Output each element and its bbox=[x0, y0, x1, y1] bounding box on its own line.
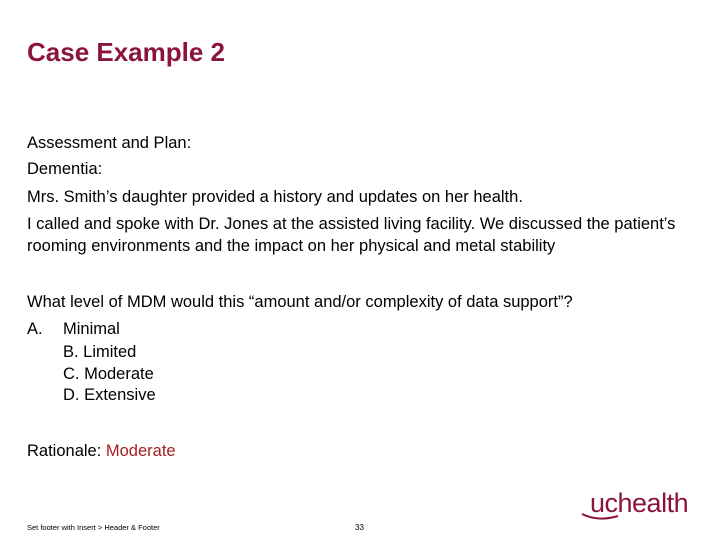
discussion-text: I called and spoke with Dr. Jones at the assisted living facility. We discussed the patient’s rooming environments and the impact on her physical and metal stability bbox=[27, 215, 676, 255]
option-a bbox=[27, 320, 120, 339]
options-list bbox=[63, 342, 156, 407]
history-text: Mrs. Smith’s daughter provided a history and updates on her health. bbox=[27, 188, 523, 206]
uchealth-logo bbox=[578, 482, 700, 522]
rationale-label: Rationale: bbox=[27, 442, 106, 460]
diagnosis-label: Dementia: bbox=[27, 160, 103, 178]
rationale-answer: Moderate bbox=[105, 442, 176, 460]
slide-title: Case Example 2 bbox=[27, 37, 226, 67]
option-a-letter: A. bbox=[27, 320, 43, 338]
question-text: What level of MDM would this “amount and/or complexity of data support”? bbox=[27, 293, 573, 311]
option-b: B. Limited bbox=[63, 343, 137, 361]
assessment-heading: Assessment and Plan: bbox=[27, 134, 192, 152]
rationale bbox=[27, 440, 176, 462]
page-number: 33 bbox=[355, 523, 364, 532]
option-c: C. Moderate bbox=[63, 364, 154, 383]
logo-text: uchealth bbox=[590, 488, 689, 518]
footer-text: Set footer with Insert > Header & Footer bbox=[27, 523, 160, 532]
option-a-text: Minimal bbox=[63, 320, 120, 338]
option-d: D. Extensive bbox=[63, 386, 156, 404]
